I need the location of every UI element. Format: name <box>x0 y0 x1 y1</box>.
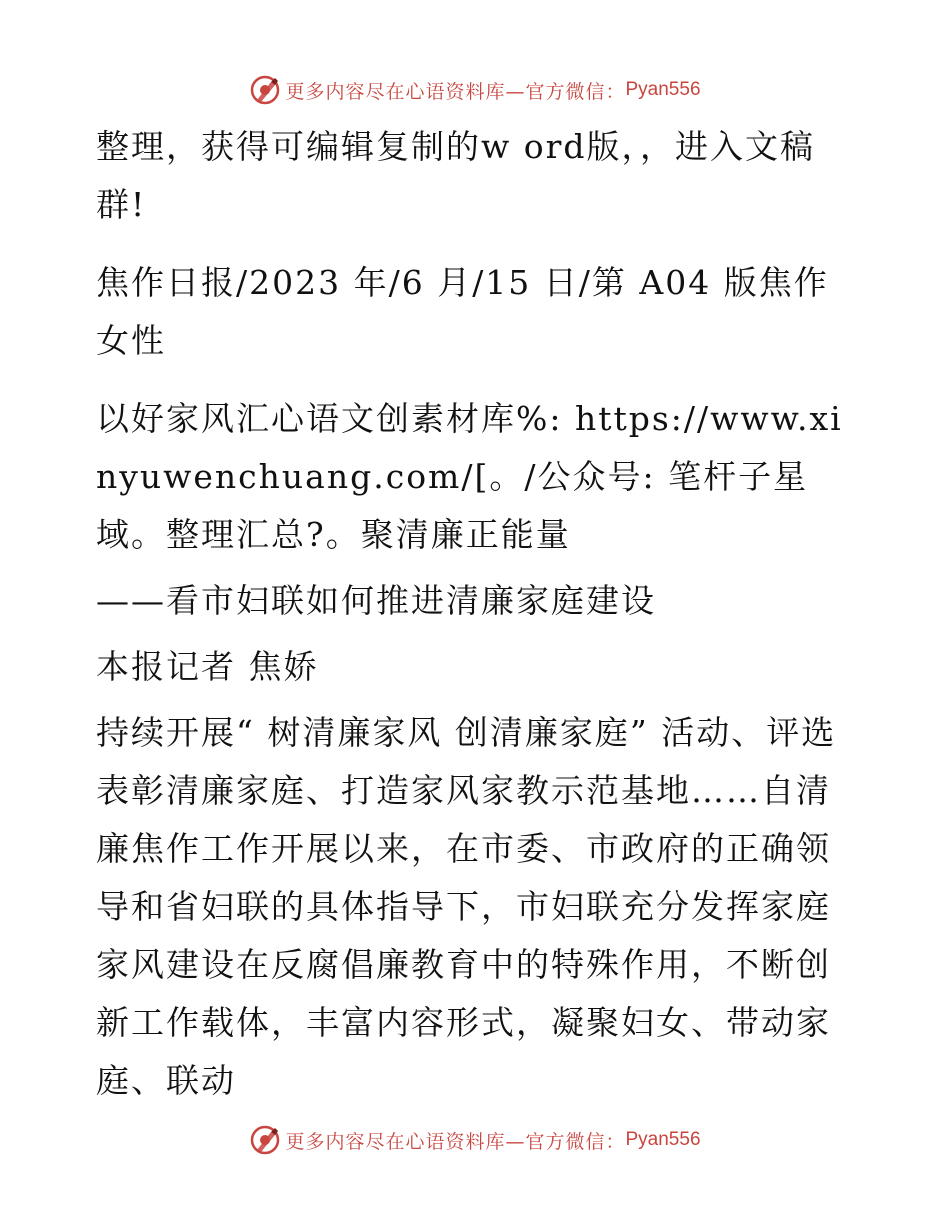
paragraph-subheadline: ——看市妇联如何推进清廉家庭建设 <box>96 581 656 620</box>
pen-logo-icon <box>249 1124 281 1156</box>
paragraph-source: 焦作日报/2023 年/6 月/15 日/第 A04 版焦作女性 <box>96 263 829 360</box>
pen-logo-icon <box>249 74 281 106</box>
banner-text: 更多内容尽在心语资料库—官方微信： <box>285 80 626 103</box>
banner-text: 更多内容尽在心语资料库—官方微信： <box>285 1130 626 1153</box>
banner-wechat-id: Pyan556 <box>625 79 701 100</box>
paragraph-headline: 以好家风汇心语文创素材库%: https://www.xinyuwenchuang.com/[。/公众号: 笔杆子星域。整理汇总?。聚清廉正能量 <box>96 399 843 554</box>
document-body <box>96 118 856 1110</box>
header-watermark-banner <box>0 70 950 110</box>
paragraph-intro: 整理，获得可编辑复制的w ord版，，进入文稿群! <box>96 127 816 224</box>
banner-wechat-id: Pyan556 <box>625 1129 701 1150</box>
paragraph-byline: 本报记者 焦娇 <box>96 647 319 686</box>
footer-watermark-banner <box>0 1120 950 1160</box>
paragraph-main: 持续开展“ 树清廉家风 创清廉家庭” 活动、评选表彰清廉家庭、打造家风家教示范基地……自清廉焦作工作开展以来，在市委、市政府的正确领导和省妇联的具体指导下，市妇联充分发挥家庭家风建设在反腐倡廉教育中的特殊作用，不断创新工作载体，丰富内容形式，凝聚妇女、带动家庭、联动 <box>96 713 837 1100</box>
